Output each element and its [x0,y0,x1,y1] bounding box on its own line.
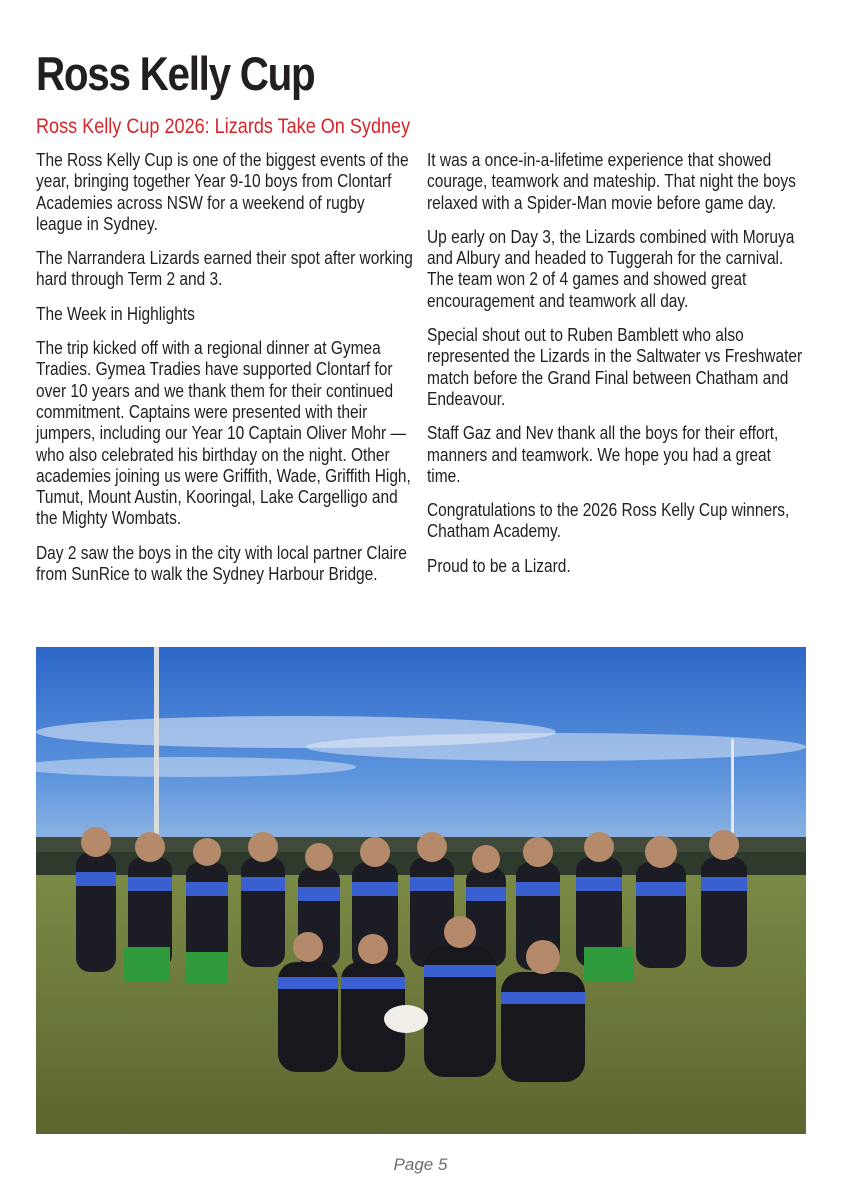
page-number: Page 5 [393,1155,448,1174]
paragraph: Special shout out to Ruben Bamblett who also represented the Lizards in the Saltwater vs Freshwater match before the Grand Final between Chatham and Endeavour. [427,325,803,409]
paragraph: Staff Gaz and Nev thank all the boys for their effort, manners and teamwork. We hope you had a great time. [427,423,779,486]
paragraph: The trip kicked off with a regional dinner at Gymea Tradies. Gymea Tradies have supported Clontarf for over 10 years and we thank them for their continued commitment. Captains were presented with their jumpers, including our Year 10 Captain Oliver Mohr — who also celebrated his birthday on the night. Other academies joining us were Griffith, Wade, Griffith High, Tumut, Mount Austin, Kooringal, Lake Cargelligo and the Mighty Wombats. [36,338,411,529]
paragraph: Proud to be a Lizard. [427,555,571,576]
paragraph: The Ross Kelly Cup is one of the biggest events of the year, bringing together Year 9-10 boys from Clontarf Academies across NSW for a weekend of rugby league in Sydney. [36,150,409,234]
team-photo-image [36,647,806,1134]
paragraph: Up early on Day 3, the Lizards combined with Moruya and Albury and headed to Tuggerah for the carnival. The team won 2 of 4 games and showed great encouragement and teamwork all day. [427,226,795,311]
page-title: Ross Kelly Cup [36,47,315,100]
paragraph: Day 2 saw the boys in the city with local partner Claire from SunRice to walk the Sydney Harbour Bridge. [36,542,407,585]
paragraph: The Narrandera Lizards earned their spot after working hard through Term 2 and 3. [36,248,413,290]
paragraph: It was a once-in-a-lifetime experience that showed courage, teamwork and mateship. That night the boys relaxed with a Spider-Man movie before game day. [427,150,796,213]
paragraph: Congratulations to the 2026 Ross Kelly Cup winners, Chatham Academy. [427,500,790,542]
team-photo [36,647,806,1134]
left-column [36,150,414,598]
section-heading: The Week in Highlights [36,303,195,324]
right-column [427,150,805,590]
article-subtitle: Ross Kelly Cup 2026: Lizards Take On Sydney [36,115,411,138]
